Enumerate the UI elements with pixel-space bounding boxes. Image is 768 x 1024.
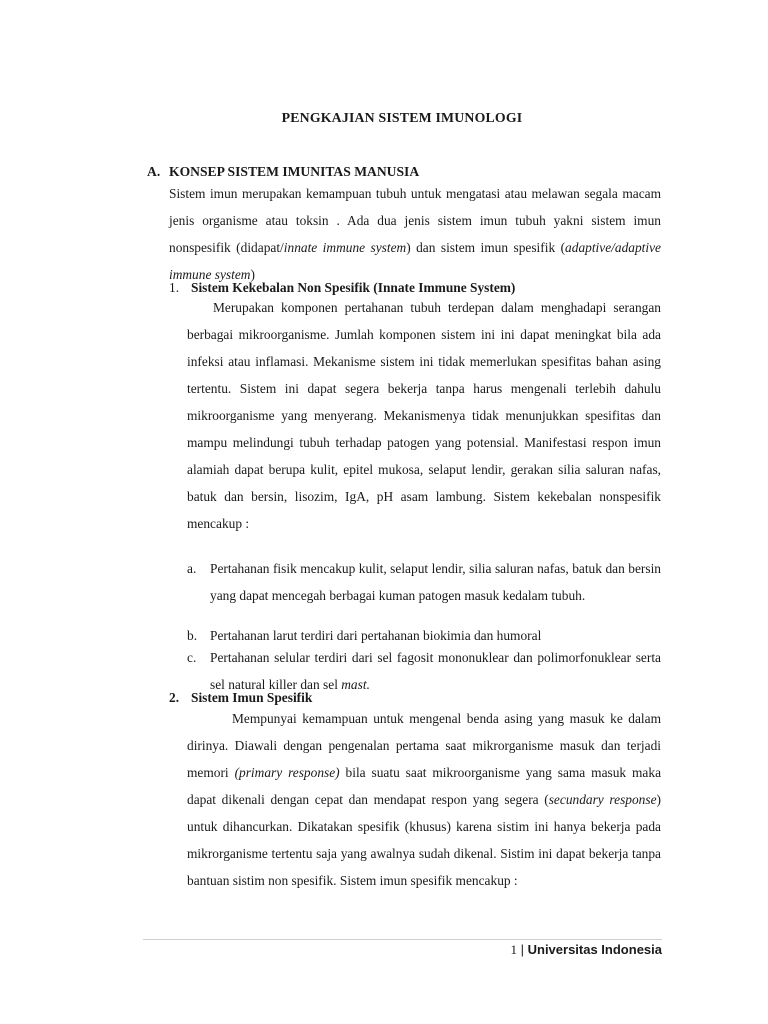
list-item — [187, 627, 661, 645]
list-marker-a: a. — [187, 561, 197, 576]
subsection-2-heading — [169, 690, 661, 706]
page-number: 1 — [510, 942, 517, 957]
subsection-2-italic-2: secundary response — [548, 792, 657, 807]
subsection-2-text-3: ) untuk dihancurkan. Dikatakan spesifik (khusus) karena sistim ini hanya bekerja pada mikrorganisme tertentu saja yang awalnya sudah dikenal. Sistim ini dapat bekerja tanpa bantuan sistim non spesifik. Sistem imun spesifik mencakup : — [187, 792, 661, 888]
subsection-2-title: Sistem Imun Spesifik — [191, 690, 313, 705]
document-title: PENGKAJIAN SISTEM IMUNOLOGI — [281, 110, 523, 125]
page-footer — [143, 942, 662, 958]
section-a-heading — [147, 164, 667, 180]
subsection-2-number: 2. — [169, 690, 180, 705]
subsection-1-number: 1. — [169, 280, 180, 295]
subsection-2-text-2: bila suatu saat mikroorganisme yang sama masuk maka dapat dikenali dengan cepat dan mendapat respon yang segera ( — [187, 765, 662, 807]
list-marker-c: c. — [187, 650, 197, 665]
list-text-b: Pertahanan larut terdiri dari pertahanan biokimia dan humoral — [210, 628, 542, 643]
list-item — [187, 555, 661, 609]
list-text-a: Pertahanan fisik mencakup kulit, selaput lendir, silia saluran nafas, batuk dan bersin yang dapat mencegah berbagai kuman patogen masuk kedalam tubuh. — [210, 561, 661, 603]
footer-separator: | — [520, 942, 524, 957]
section-a-italic-1: innate immune system — [283, 240, 407, 255]
section-a-text-2: ) dan sistem imun spesifik ( — [406, 240, 566, 255]
list-text-c-body: Pertahanan selular terdiri dari sel fagosit mononuklear dan polimorfonuklear serta sel natural killer dan sel — [210, 650, 661, 692]
list-text-c-italic: mast. — [341, 677, 370, 692]
footer-organization: Universitas Indonesia — [527, 942, 662, 957]
subsection-2-paragraph — [187, 705, 661, 894]
subsection-2-italic-1: (primary response) — [234, 765, 340, 780]
subsection-1-paragraph: Merupakan komponen pertahanan tubuh terdepan dalam menghadapi serangan berbagai mikroorganisme. Jumlah komponen sistem ini ini dapat meningkat bila ada infeksi atau inflamasi. Mekanisme sistem ini tidak memerlukan spesifitas bahan asing tertentu. Sistem ini dapat segera bekerja tanpa harus mengenali terlebih dahulu mikroorganisme yang menyerang. Mekanismenya tidak menunjukkan spesifitas dan mampu melindungi tubuh terhadap patogen yang potensial. Manifestasi respon imun alamiah dapat berupa kulit, epitel mukosa, selaput lendir, gerakan silia saluran nafas, batuk dan bersin, lisozim, IgA, pH asam lambung. Sistem kekebalan nonspesifik mencakup : — [187, 300, 661, 531]
section-a-title: KONSEP SISTEM IMUNITAS MANUSIA — [169, 164, 420, 179]
subsection-1-title: Sistem Kekebalan Non Spesifik (Innate Immune System) — [191, 280, 516, 295]
subsection-2-text-1: Mempunyai kemampuan untuk mengenal benda asing yang masuk ke dalam dirinya. Diawali dengan pengenalan pertama saat mikrorganisme masuk dan terjadi memori — [187, 711, 661, 780]
section-a-text-3: ) — [250, 267, 255, 282]
footer-divider — [143, 939, 662, 940]
list-marker-b: b. — [187, 628, 198, 643]
section-a-label: A. — [147, 164, 161, 179]
section-a-paragraph — [169, 180, 661, 288]
section-a-text-1: Sistem imun merupakan kemampuan tubuh untuk mengatasi atau melawan segala macam jenis organisme atau toksin . Ada dua jenis sistem imun tubuh yakni sistem imun nonspesifik (didapat/ — [169, 186, 661, 255]
section-a-italic-2: adaptive/adaptive immune system — [169, 240, 661, 282]
